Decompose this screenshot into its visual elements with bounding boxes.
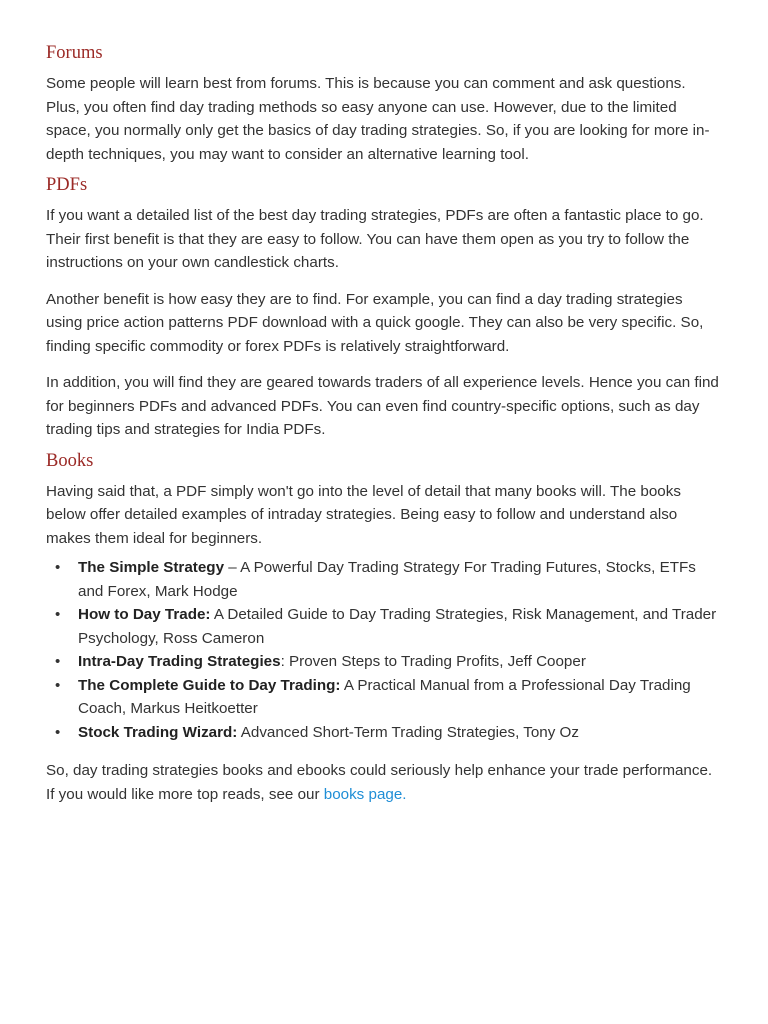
- book-description: A Detailed Guide to Day Trading Strategies, Risk Management, and Trader Psychology, Ross Cameron: [78, 606, 717, 647]
- bullet-icon: •: [55, 653, 61, 670]
- books-closing-text: So, day trading strategies books and ebooks could seriously help enhance your trade performance. If you would like more top reads, see our: [46, 762, 713, 803]
- list-item: [55, 603, 722, 650]
- list-item: [55, 721, 722, 745]
- book-title: How to Day Trade:: [78, 606, 211, 623]
- list-item: [55, 650, 722, 674]
- book-title: Intra-Day Trading Strategies: [78, 653, 281, 670]
- pdfs-paragraph-1: If you want a detailed list of the best day trading strategies, PDFs are often a fantastic place to go. Their first benefit is that they are easy to follow. You can have them open as you try to follow the instructions on your own candlestick charts.: [46, 207, 704, 271]
- bullet-icon: •: [55, 606, 61, 623]
- forums-paragraph: Some people will learn best from forums. This is because you can comment and ask questions. Plus, you often find day trading methods so easy anyone can use. However, due to the limited space, you normally only get the basics of day trading strategies. So, if you are looking for more in-depth techniques, you may want to consider an alternative learning tool.: [46, 75, 710, 163]
- book-title: The Simple Strategy: [78, 559, 225, 576]
- books-page-link[interactable]: books page.: [323, 785, 407, 803]
- books-heading: Books: [46, 450, 94, 471]
- list-item: [55, 556, 722, 603]
- list-item: [55, 674, 722, 721]
- pdfs-heading: PDFs: [46, 175, 88, 195]
- forums-heading: Forums: [46, 43, 103, 63]
- book-title: The Complete Guide to Day Trading:: [78, 676, 341, 694]
- book-description: A Practical Manual from a Professional Day Trading Coach, Markus Heitkoetter: [78, 676, 691, 717]
- book-title: Stock Trading Wizard:: [78, 723, 238, 741]
- books-closing-paragraph: [46, 759, 722, 806]
- books-intro: [46, 480, 722, 551]
- pdfs-paragraph-3: In addition, you will find they are geared towards traders of all experience levels. Hence you can find for beginners PDFs and advanced PDFs. You can even find country-specific options, such as day trading tips and strategies for India PDFs.: [46, 374, 719, 438]
- bullet-icon: •: [55, 559, 61, 576]
- book-description: Advanced Short-Term Trading Strategies, Tony Oz: [237, 723, 579, 741]
- bullet-icon: •: [55, 676, 61, 694]
- book-description: – A Powerful Day Trading Strategy For Trading Futures, Stocks, ETFs and Forex, Mark Hodge: [78, 559, 696, 600]
- bullet-icon: •: [55, 723, 61, 741]
- books-intro-text: Having said that, a PDF simply won't go into the level of detail that many books will. The books below offer detailed examples of intraday strategies. Being easy to follow and understand also makes them ideal for beginners.: [46, 482, 681, 547]
- books-list: [46, 556, 722, 744]
- article-content: [46, 40, 722, 819]
- book-description: : Proven Steps to Trading Profits, Jeff Cooper: [280, 653, 586, 670]
- pdfs-paragraph-2: Another benefit is how easy they are to find. For example, you can find a day trading strategies using price action patterns PDF download with a quick google. They can also be very specific. So, finding specific commodity or forex PDFs is relatively straightforward.: [46, 290, 704, 355]
